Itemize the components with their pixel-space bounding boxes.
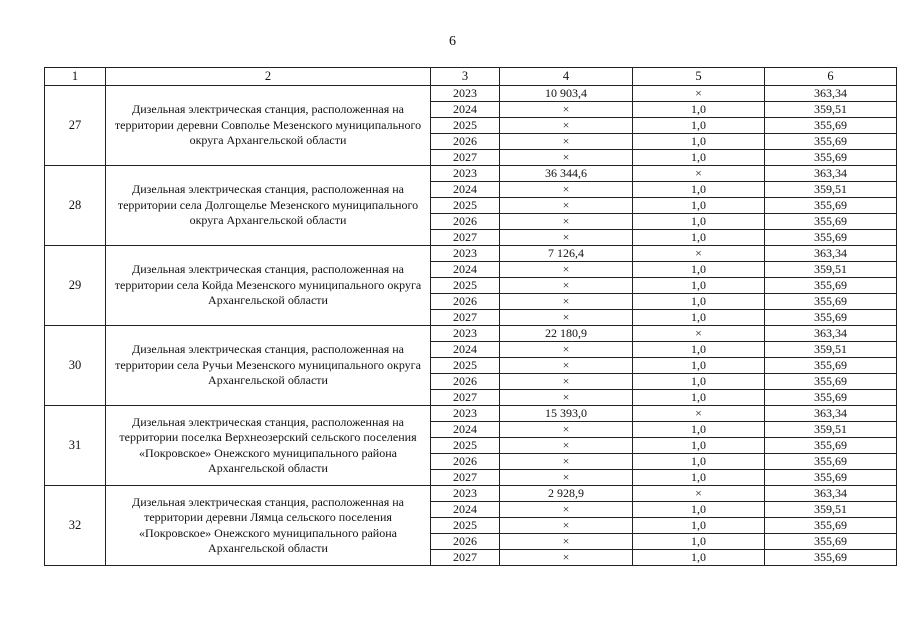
index-cell: 1,0 xyxy=(633,534,765,550)
index-cell: 1,0 xyxy=(633,390,765,406)
tariff-cell: 355,69 xyxy=(765,294,897,310)
volume-cell: × xyxy=(500,358,633,374)
index-cell: 1,0 xyxy=(633,502,765,518)
tariff-cell: 355,69 xyxy=(765,518,897,534)
volume-cell: 2 928,9 xyxy=(500,486,633,502)
year-cell: 2027 xyxy=(431,550,500,566)
year-cell: 2025 xyxy=(431,358,500,374)
index-cell: 1,0 xyxy=(633,102,765,118)
tariff-cell: 355,69 xyxy=(765,230,897,246)
tariff-table xyxy=(44,67,897,566)
volume-cell: × xyxy=(500,230,633,246)
year-cell: 2027 xyxy=(431,230,500,246)
column-header: 4 xyxy=(500,68,633,86)
station-description: Дизельная электрическая станция, расположенная на территории села Долгощелье Мезенского муниципального округа Архангельской области xyxy=(106,166,431,246)
index-cell: 1,0 xyxy=(633,278,765,294)
tariff-cell: 355,69 xyxy=(765,550,897,566)
volume-cell: × xyxy=(500,518,633,534)
volume-cell: × xyxy=(500,278,633,294)
tariff-cell: 359,51 xyxy=(765,502,897,518)
page-number: 6 xyxy=(449,34,456,49)
year-cell: 2025 xyxy=(431,118,500,134)
year-cell: 2027 xyxy=(431,310,500,326)
index-cell: 1,0 xyxy=(633,454,765,470)
table-row xyxy=(45,326,897,342)
column-header: 5 xyxy=(633,68,765,86)
year-cell: 2025 xyxy=(431,518,500,534)
index-cell: 1,0 xyxy=(633,230,765,246)
tariff-cell: 363,34 xyxy=(765,486,897,502)
index-cell: 1,0 xyxy=(633,422,765,438)
volume-cell: × xyxy=(500,102,633,118)
index-cell: × xyxy=(633,246,765,262)
station-number: 28 xyxy=(45,166,106,246)
index-cell: 1,0 xyxy=(633,358,765,374)
index-cell: 1,0 xyxy=(633,214,765,230)
tariff-cell: 355,69 xyxy=(765,134,897,150)
year-cell: 2026 xyxy=(431,294,500,310)
year-cell: 2027 xyxy=(431,470,500,486)
year-cell: 2024 xyxy=(431,342,500,358)
year-cell: 2026 xyxy=(431,454,500,470)
volume-cell: × xyxy=(500,342,633,358)
year-cell: 2025 xyxy=(431,278,500,294)
year-cell: 2023 xyxy=(431,486,500,502)
station-number: 27 xyxy=(45,86,106,166)
year-cell: 2024 xyxy=(431,102,500,118)
volume-cell: 10 903,4 xyxy=(500,86,633,102)
tariff-cell: 355,69 xyxy=(765,150,897,166)
tariff-cell: 355,69 xyxy=(765,454,897,470)
tariff-cell: 359,51 xyxy=(765,102,897,118)
index-cell: 1,0 xyxy=(633,182,765,198)
tariff-cell: 359,51 xyxy=(765,262,897,278)
year-cell: 2023 xyxy=(431,166,500,182)
tariff-cell: 363,34 xyxy=(765,326,897,342)
year-cell: 2026 xyxy=(431,134,500,150)
table-row xyxy=(45,246,897,262)
tariff-cell: 355,69 xyxy=(765,374,897,390)
year-cell: 2023 xyxy=(431,406,500,422)
index-cell: 1,0 xyxy=(633,342,765,358)
index-cell: 1,0 xyxy=(633,198,765,214)
column-header: 1 xyxy=(45,68,106,86)
index-cell: × xyxy=(633,406,765,422)
year-cell: 2024 xyxy=(431,502,500,518)
year-cell: 2026 xyxy=(431,374,500,390)
station-description: Дизельная электрическая станция, расположенная на территории поселка Верхнеозерский сельского поселения «Покровское» Онежского муниципального района Архангельской области xyxy=(106,406,431,486)
volume-cell: 22 180,9 xyxy=(500,326,633,342)
station-number: 29 xyxy=(45,246,106,326)
volume-cell: × xyxy=(500,374,633,390)
index-cell: 1,0 xyxy=(633,262,765,278)
volume-cell: × xyxy=(500,438,633,454)
index-cell: × xyxy=(633,86,765,102)
station-description: Дизельная электрическая станция, расположенная на территории деревни Совполье Мезенского муниципального округа Архангельской области xyxy=(106,86,431,166)
station-description: Дизельная электрическая станция, расположенная на территории деревни Лямца сельского поселения «Покровское» Онежского муниципального района Архангельской области xyxy=(106,486,431,566)
index-cell: 1,0 xyxy=(633,294,765,310)
year-cell: 2023 xyxy=(431,326,500,342)
year-cell: 2025 xyxy=(431,438,500,454)
tariff-cell: 355,69 xyxy=(765,310,897,326)
tariff-cell: 355,69 xyxy=(765,534,897,550)
table-row xyxy=(45,86,897,102)
volume-cell: × xyxy=(500,294,633,310)
tariff-cell: 355,69 xyxy=(765,470,897,486)
volume-cell: × xyxy=(500,214,633,230)
tariff-cell: 363,34 xyxy=(765,166,897,182)
index-cell: 1,0 xyxy=(633,518,765,534)
tariff-cell: 359,51 xyxy=(765,422,897,438)
tariff-cell: 355,69 xyxy=(765,214,897,230)
year-cell: 2026 xyxy=(431,214,500,230)
volume-cell: × xyxy=(500,262,633,278)
tariff-cell: 355,69 xyxy=(765,438,897,454)
tariff-cell: 359,51 xyxy=(765,342,897,358)
column-header: 2 xyxy=(106,68,431,86)
table-row xyxy=(45,406,897,422)
volume-cell: × xyxy=(500,534,633,550)
column-header: 3 xyxy=(431,68,500,86)
station-number: 31 xyxy=(45,406,106,486)
index-cell: 1,0 xyxy=(633,550,765,566)
tariff-cell: 363,34 xyxy=(765,86,897,102)
volume-cell: × xyxy=(500,470,633,486)
volume-cell: 15 393,0 xyxy=(500,406,633,422)
year-cell: 2023 xyxy=(431,246,500,262)
year-cell: 2027 xyxy=(431,390,500,406)
index-cell: × xyxy=(633,166,765,182)
tariff-cell: 355,69 xyxy=(765,198,897,214)
column-header: 6 xyxy=(765,68,897,86)
index-cell: 1,0 xyxy=(633,310,765,326)
index-cell: 1,0 xyxy=(633,470,765,486)
year-cell: 2024 xyxy=(431,422,500,438)
volume-cell: × xyxy=(500,550,633,566)
table-row xyxy=(45,486,897,502)
volume-cell: × xyxy=(500,422,633,438)
tariff-cell: 355,69 xyxy=(765,278,897,294)
volume-cell: × xyxy=(500,150,633,166)
station-number: 32 xyxy=(45,486,106,566)
tariff-cell: 355,69 xyxy=(765,358,897,374)
tariff-cell: 359,51 xyxy=(765,182,897,198)
volume-cell: × xyxy=(500,134,633,150)
year-cell: 2026 xyxy=(431,534,500,550)
volume-cell: × xyxy=(500,310,633,326)
index-cell: 1,0 xyxy=(633,118,765,134)
tariff-cell: 363,34 xyxy=(765,246,897,262)
index-cell: 1,0 xyxy=(633,134,765,150)
table-header-row xyxy=(45,68,897,86)
table-row xyxy=(45,166,897,182)
year-cell: 2023 xyxy=(431,86,500,102)
volume-cell: × xyxy=(500,390,633,406)
station-description: Дизельная электрическая станция, расположенная на территории села Койда Мезенского муниципального округа Архангельской области xyxy=(106,246,431,326)
tariff-cell: 355,69 xyxy=(765,390,897,406)
index-cell: × xyxy=(633,486,765,502)
volume-cell: × xyxy=(500,502,633,518)
volume-cell: × xyxy=(500,182,633,198)
index-cell: 1,0 xyxy=(633,374,765,390)
volume-cell: 7 126,4 xyxy=(500,246,633,262)
year-cell: 2027 xyxy=(431,150,500,166)
index-cell: 1,0 xyxy=(633,438,765,454)
volume-cell: × xyxy=(500,118,633,134)
volume-cell: × xyxy=(500,454,633,470)
tariff-cell: 363,34 xyxy=(765,406,897,422)
year-cell: 2025 xyxy=(431,198,500,214)
volume-cell: × xyxy=(500,198,633,214)
tariff-cell: 355,69 xyxy=(765,118,897,134)
volume-cell: 36 344,6 xyxy=(500,166,633,182)
station-description: Дизельная электрическая станция, расположенная на территории села Ручьи Мезенского муниципального округа Архангельской области xyxy=(106,326,431,406)
year-cell: 2024 xyxy=(431,182,500,198)
year-cell: 2024 xyxy=(431,262,500,278)
index-cell: 1,0 xyxy=(633,150,765,166)
station-number: 30 xyxy=(45,326,106,406)
index-cell: × xyxy=(633,326,765,342)
